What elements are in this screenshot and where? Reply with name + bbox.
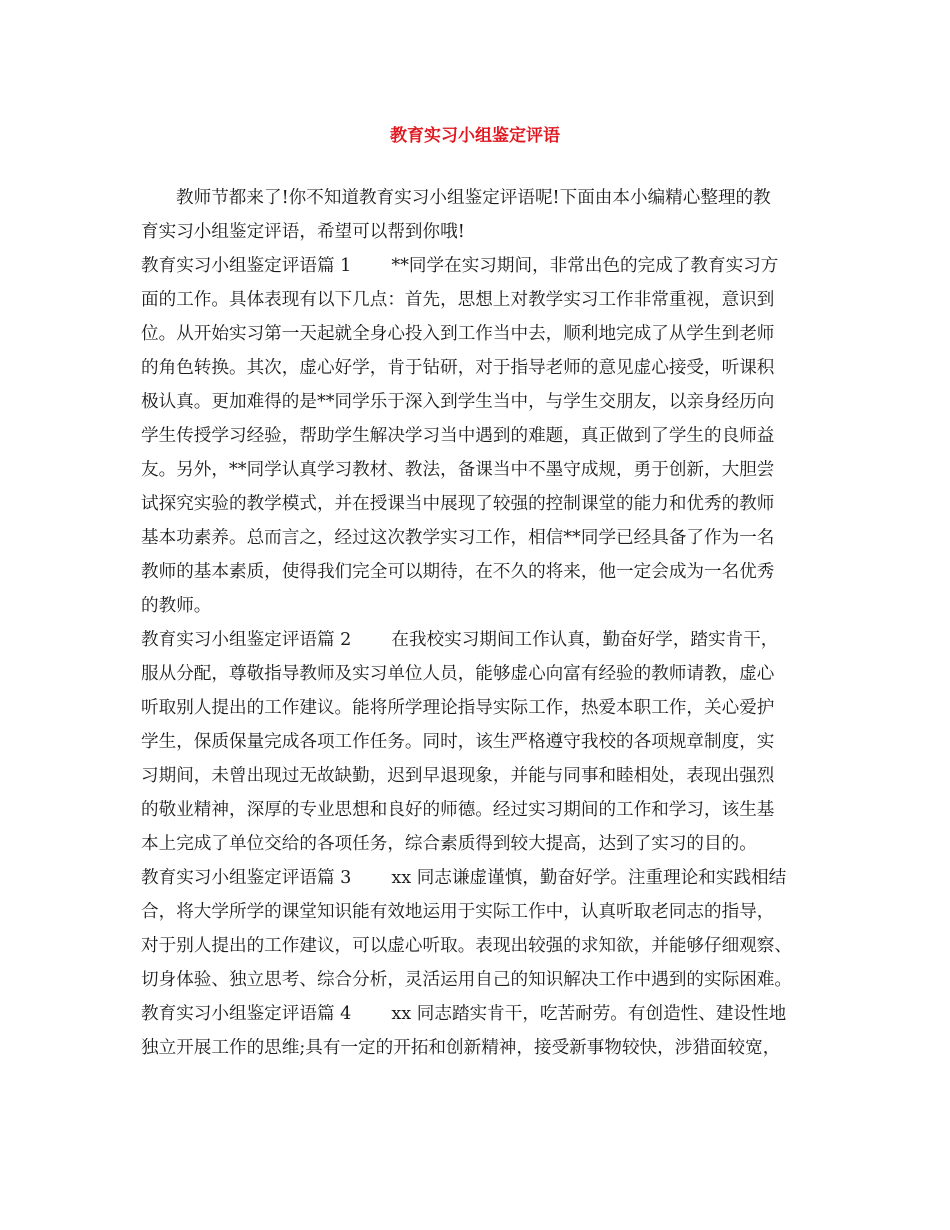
intro-line: 育实习小组鉴定评语，希望可以帮到你哦! [141,222,465,242]
section-line: 友。另外，**同学认真学习教材、教法，备课当中不墨守成规，勇于创新，大胆尝 [141,460,775,480]
section-text: **同学在实习期间，非常出色的完成了教育实习方 [391,256,779,276]
section-line: 位。从开始实习第一天起就全身心投入到工作当中去，顺利地完成了从学生到老师 [141,324,775,344]
section-line: 的角色转换。其次，虚心好学，肯于钻研，对于指导老师的意见虚心接受，听课积 [141,358,775,378]
section-line: 基本功素养。总而言之，经过这次教学实习工作，相信**同学已经具备了作为一名 [141,528,775,548]
section-line: 的教师。 [141,596,212,616]
section-line: 听取别人提出的工作建议。能将所学理论指导实际工作，热爱本职工作，关心爱护 [141,698,775,718]
section-1-first-line [141,252,831,280]
section-line: 服从分配，尊敬指导教师及实习单位人员，能够虚心向富有经验的教师请教，虚心 [141,664,775,684]
section-line: 独立开展工作的思维;具有一定的开拓和创新精神，接受新事物较快，涉猎面较宽， [141,1038,781,1058]
section-line: 对于别人提出的工作建议，可以虚心听取。表现出较强的求知欲，并能够仔细观察、 [141,936,792,956]
section-line: 切身体验、独立思考、综合分析，灵活运用自己的知识解决工作中遇到的实际困难。 [141,970,792,990]
section-line: 的敬业精神，深厚的专业思想和良好的师德。经过实习期间的工作和学习，该生基 [141,800,775,820]
section-line: 本上完成了单位交给的各项任务，综合素质得到较大提高，达到了实习的目的。 [141,834,757,854]
section-3-first-line [141,864,831,892]
section-text: xx 同志谦虚谨慎，勤奋好学。注重理论和实践相结 [391,868,787,888]
section-line: 学生传授学习经验，帮助学生解决学习当中遇到的难题，真正做到了学生的良师益 [141,426,775,446]
section-line: 学生，保质保量完成各项工作任务。同时，该生严格遵守我校的各项规章制度，实 [141,732,775,752]
intro-line: 教师节都来了!你不知道教育实习小组鉴定评语呢!下面由本小编精心整理的教 [176,188,771,208]
section-line: 面的工作。具体表现有以下几点：首先，思想上对教学实习工作非常重视，意识到 [141,290,775,310]
section-heading: 教育实习小组鉴定评语篇 4 [141,1004,352,1024]
section-line: 习期间，未曾出现过无故缺勤，迟到早退现象，并能与同事和睦相处，表现出强烈 [141,766,775,786]
section-heading: 教育实习小组鉴定评语篇 3 [141,868,352,888]
section-text: 在我校实习期间工作认真，勤奋好学，踏实肯干， [391,630,779,650]
section-line: 极认真。更加难得的是**同学乐于深入到学生当中，与学生交朋友，以亲身经历向 [141,392,775,412]
section-text: xx 同志踏实肯干，吃苦耐劳。有创造性、建设性地 [391,1004,787,1024]
document-title: 教育实习小组鉴定评语 [390,126,560,146]
section-4-first-line [141,1000,831,1028]
section-line: 合，将大学所学的课堂知识能有效地运用于实际工作中，认真听取老同志的指导， [141,902,775,922]
section-line: 教师的基本素质，使得我们完全可以期待，在不久的将来，他一定会成为一名优秀 [141,562,775,582]
section-heading: 教育实习小组鉴定评语篇 1 [141,256,352,276]
section-line: 试探究实验的教学模式，并在授课当中展现了较强的控制课堂的能力和优秀的教师 [141,494,775,514]
section-2-first-line [141,626,831,654]
section-heading: 教育实习小组鉴定评语篇 2 [141,630,352,650]
